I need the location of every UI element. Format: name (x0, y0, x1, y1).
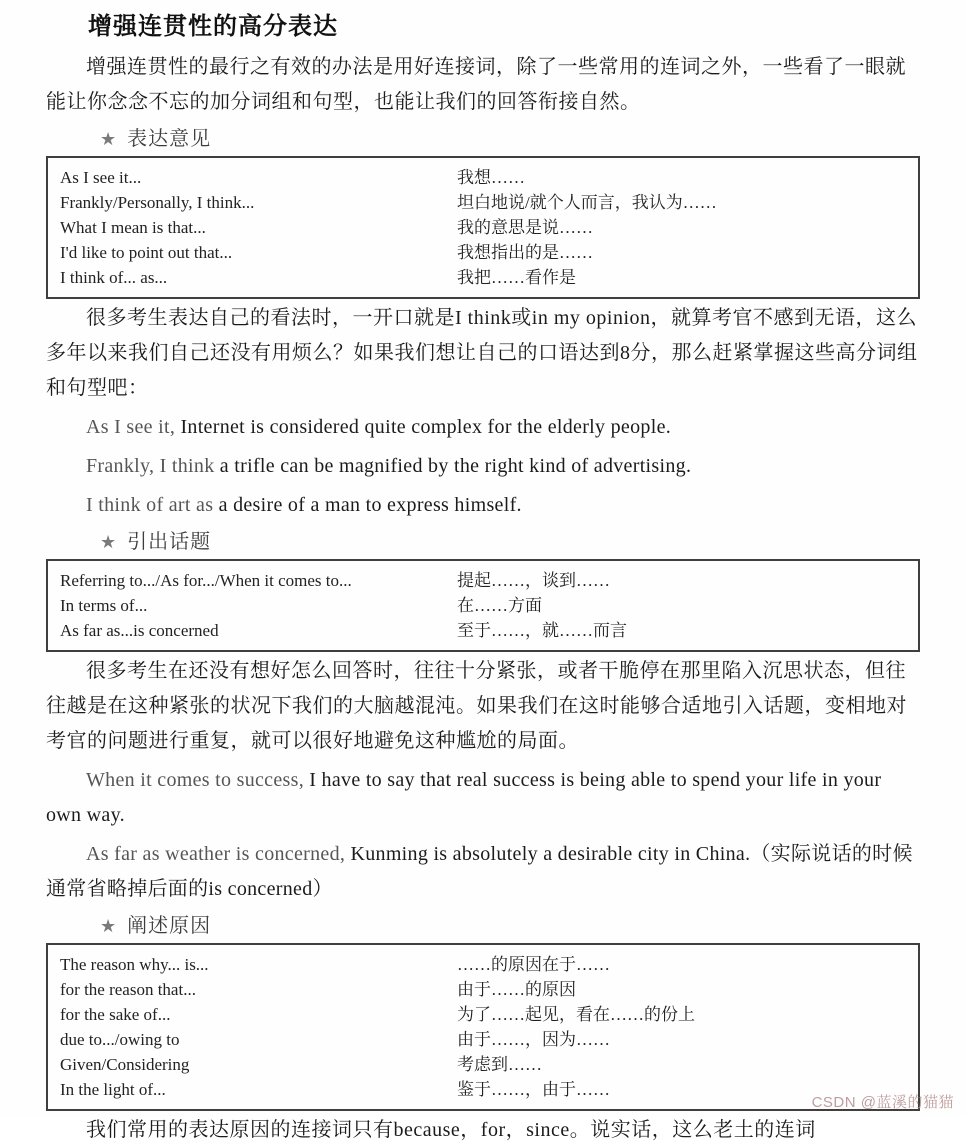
chinese-translation: 鉴于……，由于…… (457, 1080, 610, 1099)
english-phrase: due to.../owing to (60, 1030, 180, 1049)
english-phrase: As I see it... (60, 168, 142, 187)
table-row (60, 165, 906, 190)
chinese-translation: 由于……的原因 (457, 980, 576, 999)
table-row (60, 265, 906, 290)
english-phrase: What I mean is that... (60, 218, 206, 237)
section-paragraph: 我们常用的表达原因的连接词只有because，for，since。说实话，这么老土的连词 (86, 1119, 816, 1141)
example-rest: I have to say that real success is being able to spend your life in your own way. (46, 769, 882, 826)
english-phrase: I think of... as... (60, 268, 168, 287)
section-heading-label: 表达意见 (127, 128, 212, 150)
table-row (60, 240, 906, 265)
example-sentence (46, 488, 920, 523)
table-row (60, 1027, 906, 1052)
table-row (60, 977, 906, 1002)
english-phrase: for the sake of... (60, 1005, 171, 1024)
chinese-translation: 我把……看作是 (457, 268, 576, 287)
chinese-translation: 由于……，因为…… (457, 1030, 610, 1049)
example-lead: I think of art as (86, 494, 214, 516)
chinese-translation: 至于……，就……而言 (457, 621, 627, 640)
section-heading-label: 引出话题 (127, 531, 212, 553)
table-row (60, 215, 906, 240)
english-phrase: As far as...is concerned (60, 621, 219, 640)
table-row (60, 190, 906, 215)
example-lead: Frankly, I think (86, 455, 215, 477)
table-row (60, 593, 906, 618)
csdn-watermark: CSDN @蓝溪的猫猫 (811, 1094, 954, 1111)
english-phrase: Referring to.../As for.../When it comes to... (60, 571, 352, 590)
chinese-translation: 在……方面 (457, 596, 542, 615)
example-rest: a desire of a man to express himself. (213, 494, 522, 516)
example-sentence (46, 449, 920, 484)
section-heading-label: 阐述原因 (127, 915, 212, 937)
section-heading-explain-reason (100, 913, 920, 939)
chinese-translation: 我想指出的是…… (457, 243, 593, 262)
intro-paragraph: 增强连贯性的最行之有效的办法是用好连接词，除了一些常用的连词之外，一些看了一眼就能让你念念不忘的加分词组和句型，也能让我们的回答衔接自然。 (46, 56, 906, 113)
english-phrase: In terms of... (60, 596, 148, 615)
example-rest: a trifle can be magnified by the right kind of advertising. (214, 455, 692, 477)
section-paragraph: 很多考生表达自己的看法时，一开口就是I think或in my opinion，就算考官不感到无语，这么多年以来我们自己还没有用烦么？如果我们想让自己的口语达到8分，那么赶紧掌握这些高分词组和句型吧： (46, 307, 918, 399)
section-paragraph: 很多考生在还没有想好怎么回答时，往往十分紧张，或者干脆停在那里陷入沉思状态，但往往越是在这种紧张的状况下我们的大脑越混沌。如果我们在这时能够合适地引入话题，变相地对考官的问题进行重复，就可以很好地避免这种尴尬的局面。 (46, 660, 907, 752)
chinese-translation: 提起……，谈到…… (457, 571, 610, 590)
example-lead: As far as weather is concerned, (86, 843, 346, 865)
table-row (60, 1052, 906, 1077)
star-icon: ★ (100, 532, 118, 552)
chinese-translation: 考虑到…… (457, 1055, 542, 1074)
example-lead: When it comes to success, (86, 769, 304, 791)
phrase-table-opinion (46, 156, 920, 299)
english-phrase: The reason why... is... (60, 955, 209, 974)
example-sentence (46, 837, 920, 907)
table-row (60, 618, 906, 643)
chinese-translation: 我的意思是说…… (457, 218, 593, 237)
table-row (60, 1077, 906, 1102)
example-lead: As I see it, (86, 416, 176, 438)
chinese-translation: ……的原因在于…… (457, 955, 610, 974)
chinese-translation: 坦白地说/就个人而言，我认为…… (457, 193, 717, 212)
english-phrase: In the light of... (60, 1080, 166, 1099)
chinese-translation: 为了……起见，看在……的份上 (457, 1005, 695, 1024)
example-sentence (46, 763, 920, 833)
table-row (60, 1002, 906, 1027)
table-row (60, 568, 906, 593)
english-phrase: Frankly/Personally, I think... (60, 193, 255, 212)
section-heading-express-opinion (100, 126, 920, 152)
english-phrase: for the reason that... (60, 980, 196, 999)
phrase-table-topic (46, 559, 920, 652)
star-icon: ★ (100, 129, 118, 149)
example-rest: Kunming is absolutely a desirable city in China.（实际说话的时候通常省略掉后面的is concerned） (46, 843, 913, 900)
english-phrase: Given/Considering (60, 1055, 190, 1074)
star-icon: ★ (100, 916, 118, 936)
section-heading-introduce-topic (100, 529, 920, 555)
page-title: 增强连贯性的高分表达 (88, 13, 338, 40)
example-rest: Internet is considered quite complex for the elderly people. (175, 416, 672, 438)
example-sentence (46, 410, 920, 445)
table-row (60, 952, 906, 977)
phrase-table-reason (46, 943, 920, 1111)
english-phrase: I'd like to point out that... (60, 243, 233, 262)
chinese-translation: 我想…… (457, 168, 525, 187)
